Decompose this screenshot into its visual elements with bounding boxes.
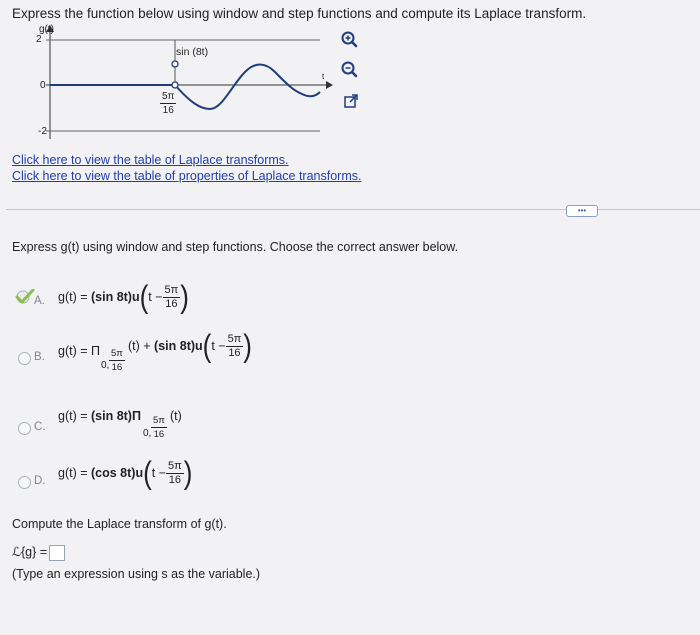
question-text: Express the function below using window and step functions and compute its Laplace transform. bbox=[12, 6, 587, 21]
option-b-radio[interactable] bbox=[18, 352, 31, 365]
y-tick-bottom: -2 bbox=[38, 126, 47, 137]
option-b-expression-rest: (t) + (sin 8t)u(t − $\frac{5\pi}{16}$ ) bbox=[128, 327, 252, 364]
option-c-after: (t) bbox=[170, 409, 182, 423]
zoom-in-icon[interactable] bbox=[338, 28, 360, 50]
external-link-icon[interactable] bbox=[340, 90, 362, 112]
option-a-letter: A. bbox=[34, 295, 45, 307]
option-c-radio[interactable] bbox=[18, 422, 31, 435]
option-c-expression: g(t) = (sin 8t)Π bbox=[58, 409, 141, 423]
option-a-expression: g(t) = (sin 8t)u(t − $\frac{5\pi}{16}$ ) bbox=[58, 278, 189, 315]
x-mark-label: $\frac{5\pi}{16}$ bbox=[162, 91, 175, 116]
more-button[interactable]: ••• bbox=[566, 205, 598, 217]
open-circle-marker-upper bbox=[172, 61, 178, 67]
laplace-answer-line bbox=[12, 544, 65, 561]
y-tick-top: 2 bbox=[36, 34, 42, 45]
open-circle-marker bbox=[172, 82, 178, 88]
option-b-letter: B. bbox=[34, 351, 45, 363]
x-axis-label: t bbox=[322, 72, 325, 81]
compute-instruction: Compute the Laplace transform of g(t). bbox=[12, 517, 227, 531]
option-c-window-frac: $\frac{5\pi}{16}$ bbox=[153, 415, 165, 440]
option-b-window-frac: $\frac{5\pi}{16}$ bbox=[111, 348, 123, 373]
option-b-window-sub: 0, bbox=[101, 360, 110, 371]
laplace-properties-link[interactable]: Click here to view the table of properties of Laplace transforms. bbox=[12, 169, 362, 183]
function-graph bbox=[0, 24, 340, 144]
option-d-letter: D. bbox=[34, 475, 46, 487]
sine-curve bbox=[175, 65, 320, 110]
option-d-radio[interactable] bbox=[18, 476, 31, 489]
laplace-table-link[interactable]: Click here to view the table of Laplace transforms. bbox=[12, 153, 289, 167]
x-axis-arrow bbox=[326, 81, 333, 89]
y-tick-zero: 0 bbox=[40, 80, 46, 91]
option-d-expression: g(t) = (cos 8t)u(t − $\frac{5\pi}{16}$ ) bbox=[58, 454, 193, 491]
answer-input-box[interactable] bbox=[49, 545, 65, 561]
option-c-letter: C. bbox=[34, 421, 46, 433]
option-b-expression: g(t) = Π bbox=[58, 344, 101, 358]
sub-question-prompt: Express g(t) using window and step functions. Choose the correct answer below. bbox=[12, 240, 459, 254]
correct-check-icon bbox=[14, 289, 36, 305]
zoom-out-icon[interactable] bbox=[338, 58, 360, 80]
option-c-window-sub: 0, bbox=[143, 428, 152, 439]
input-hint: (Type an expression using s as the variable.) bbox=[12, 567, 261, 581]
curve-label: sin (8t) bbox=[176, 46, 209, 58]
laplace-label: ℒ{g} = bbox=[12, 545, 48, 559]
y-axis-label: g(t) bbox=[39, 24, 54, 35]
